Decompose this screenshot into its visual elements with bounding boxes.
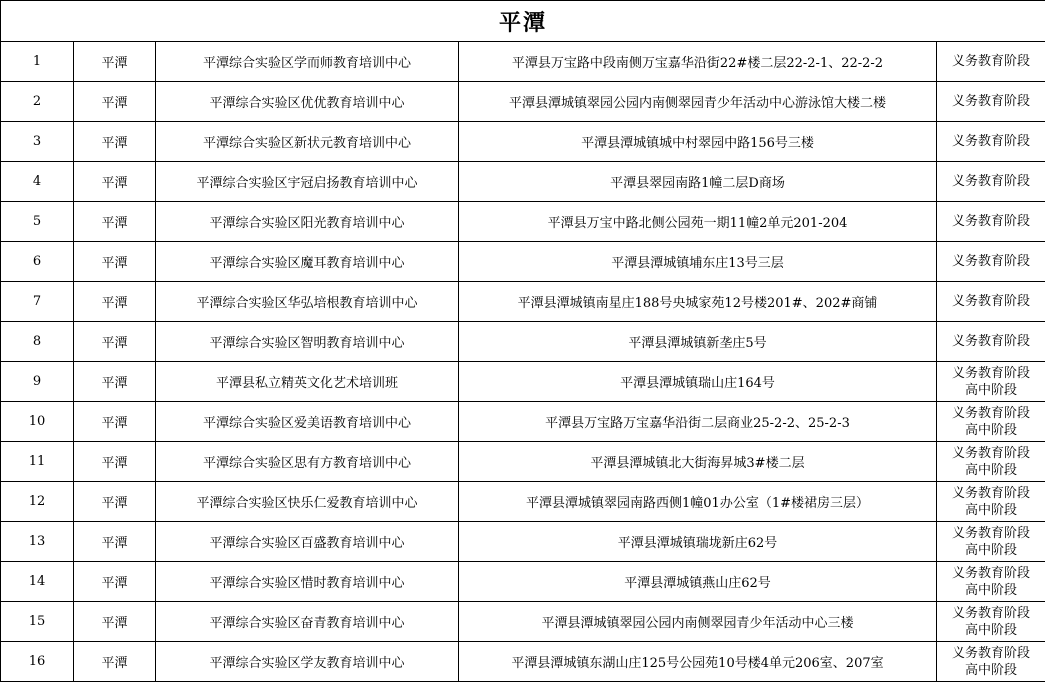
row-number: 12 <box>1 482 74 522</box>
region-cell: 平潭 <box>74 282 156 322</box>
table-row <box>1 522 1045 562</box>
table-row <box>1 402 1045 442</box>
education-stage-cell <box>937 562 1045 602</box>
region-cell: 平潭 <box>74 442 156 482</box>
institution-name-cell: 平潭综合实验区宇冠启扬教育培训中心 <box>156 162 459 202</box>
address-cell: 平潭县潭城镇城中村翠园中路156号三楼 <box>459 122 937 162</box>
region-cell: 平潭 <box>74 482 156 522</box>
table-row <box>1 82 1045 122</box>
table-row <box>1 202 1045 242</box>
table-row <box>1 362 1045 402</box>
region-cell: 平潭 <box>74 642 156 682</box>
institution-name-cell: 平潭综合实验区爱美语教育培训中心 <box>156 402 459 442</box>
institution-name-cell: 平潭县私立精英文化艺术培训班 <box>156 362 459 402</box>
row-number: 2 <box>1 82 74 122</box>
education-stage-label: 义务教育阶段 <box>937 645 1045 662</box>
row-number: 15 <box>1 602 74 642</box>
address-cell: 平潭县潭城镇新垄庄5号 <box>459 322 937 362</box>
education-stage-label: 义务教育阶段 <box>937 213 1045 230</box>
education-stage-label: 义务教育阶段 <box>937 253 1045 270</box>
education-stage-cell <box>937 602 1045 642</box>
table-row <box>1 602 1045 642</box>
region-cell: 平潭 <box>74 362 156 402</box>
table-row <box>1 442 1045 482</box>
address-cell: 平潭县潭城镇燕山庄62号 <box>459 562 937 602</box>
institution-name-cell: 平潭综合实验区快乐仁爱教育培训中心 <box>156 482 459 522</box>
education-stage-label: 义务教育阶段 <box>937 605 1045 622</box>
education-stage-cell <box>937 322 1045 362</box>
address-cell: 平潭县万宝路中段南侧万宝嘉华沿街22#楼二层22-2-1、22-2-2 <box>459 42 937 82</box>
row-number: 6 <box>1 242 74 282</box>
region-cell: 平潭 <box>74 402 156 442</box>
education-stage-label: 义务教育阶段 <box>937 445 1045 462</box>
education-stage-cell <box>937 282 1045 322</box>
education-stage-label: 高中阶段 <box>937 462 1045 479</box>
education-stage-label: 义务教育阶段 <box>937 333 1045 350</box>
table-row <box>1 282 1045 322</box>
education-stage-label: 义务教育阶段 <box>937 293 1045 310</box>
address-cell: 平潭县潭城镇北大街海昇城3#楼二层 <box>459 442 937 482</box>
address-cell: 平潭县潭城镇瑞山庄164号 <box>459 362 937 402</box>
education-stage-cell <box>937 642 1045 682</box>
education-stage-label: 义务教育阶段 <box>937 485 1045 502</box>
institution-name-cell: 平潭综合实验区优优教育培训中心 <box>156 82 459 122</box>
table-row <box>1 482 1045 522</box>
education-stage-label: 高中阶段 <box>937 582 1045 599</box>
row-number: 16 <box>1 642 74 682</box>
education-stage-label: 高中阶段 <box>937 422 1045 439</box>
education-stage-cell <box>937 122 1045 162</box>
institution-name-cell: 平潭综合实验区新状元教育培训中心 <box>156 122 459 162</box>
education-stage-cell <box>937 442 1045 482</box>
sheet-title: 平潭 <box>1 1 1045 42</box>
row-number: 9 <box>1 362 74 402</box>
institution-name-cell: 平潭综合实验区魔耳教育培训中心 <box>156 242 459 282</box>
region-cell: 平潭 <box>74 322 156 362</box>
education-stage-cell <box>937 202 1045 242</box>
institution-name-cell: 平潭综合实验区华弘培根教育培训中心 <box>156 282 459 322</box>
institution-name-cell: 平潭综合实验区惜时教育培训中心 <box>156 562 459 602</box>
address-cell: 平潭县潭城镇翠园公园内南侧翠园青少年活动中心三楼 <box>459 602 937 642</box>
education-stage-label: 义务教育阶段 <box>937 93 1045 110</box>
region-cell: 平潭 <box>74 562 156 602</box>
education-stage-label: 高中阶段 <box>937 382 1045 399</box>
address-cell: 平潭县潭城镇翠园公园内南侧翠园青少年活动中心游泳馆大楼二楼 <box>459 82 937 122</box>
education-stage-label: 义务教育阶段 <box>937 405 1045 422</box>
institution-name-cell: 平潭综合实验区百盛教育培训中心 <box>156 522 459 562</box>
row-number: 4 <box>1 162 74 202</box>
institution-name-cell: 平潭综合实验区阳光教育培训中心 <box>156 202 459 242</box>
education-stage-cell <box>937 362 1045 402</box>
institution-name-cell: 平潭综合实验区学而师教育培训中心 <box>156 42 459 82</box>
region-cell: 平潭 <box>74 602 156 642</box>
region-cell: 平潭 <box>74 82 156 122</box>
address-cell: 平潭县潭城镇翠园南路西侧1幢01办公室（1#楼裙房三层） <box>459 482 937 522</box>
region-cell: 平潭 <box>74 42 156 82</box>
education-stage-label: 义务教育阶段 <box>937 565 1045 582</box>
institution-name-cell: 平潭综合实验区奋青教育培训中心 <box>156 602 459 642</box>
table-row <box>1 242 1045 282</box>
table-row <box>1 122 1045 162</box>
education-stage-label: 义务教育阶段 <box>937 133 1045 150</box>
institution-name-cell: 平潭综合实验区智明教育培训中心 <box>156 322 459 362</box>
address-cell: 平潭县万宝路万宝嘉华沿街二层商业25-2-2、25-2-3 <box>459 402 937 442</box>
education-stage-cell <box>937 162 1045 202</box>
education-stage-label: 高中阶段 <box>937 622 1045 639</box>
table-row <box>1 562 1045 602</box>
education-stage-label: 义务教育阶段 <box>937 525 1045 542</box>
table-row <box>1 322 1045 362</box>
row-number: 8 <box>1 322 74 362</box>
row-number: 11 <box>1 442 74 482</box>
row-number: 14 <box>1 562 74 602</box>
education-stage-cell <box>937 402 1045 442</box>
institution-name-cell: 平潭综合实验区学友教育培训中心 <box>156 642 459 682</box>
row-number: 13 <box>1 522 74 562</box>
education-stage-label: 义务教育阶段 <box>937 365 1045 382</box>
education-stage-cell <box>937 522 1045 562</box>
row-number: 7 <box>1 282 74 322</box>
row-number: 10 <box>1 402 74 442</box>
title-row <box>1 1 1045 42</box>
institution-name-cell: 平潭综合实验区思有方教育培训中心 <box>156 442 459 482</box>
row-number: 5 <box>1 202 74 242</box>
region-cell: 平潭 <box>74 242 156 282</box>
address-cell: 平潭县万宝中路北侧公园苑一期11幢2单元201-204 <box>459 202 937 242</box>
education-stage-cell <box>937 482 1045 522</box>
table-row <box>1 642 1045 682</box>
region-cell: 平潭 <box>74 202 156 242</box>
address-cell: 平潭县潭城镇东湖山庄125号公园苑10号楼4单元206室、207室 <box>459 642 937 682</box>
address-cell: 平潭县潭城镇瑞垅新庄62号 <box>459 522 937 562</box>
education-stage-cell <box>937 82 1045 122</box>
address-cell: 平潭县潭城镇南星庄188号央城家苑12号楼201#、202#商铺 <box>459 282 937 322</box>
region-cell: 平潭 <box>74 522 156 562</box>
table-row <box>1 162 1045 202</box>
region-cell: 平潭 <box>74 162 156 202</box>
education-stage-cell <box>937 242 1045 282</box>
address-cell: 平潭县潭城镇埔东庄13号三层 <box>459 242 937 282</box>
education-stage-label: 高中阶段 <box>937 542 1045 559</box>
education-stage-label: 高中阶段 <box>937 662 1045 679</box>
row-number: 3 <box>1 122 74 162</box>
table-row <box>1 42 1045 82</box>
row-number: 1 <box>1 42 74 82</box>
education-stage-label: 高中阶段 <box>937 502 1045 519</box>
education-stage-label: 义务教育阶段 <box>937 53 1045 70</box>
education-stage-label: 义务教育阶段 <box>937 173 1045 190</box>
region-cell: 平潭 <box>74 122 156 162</box>
address-cell: 平潭县翠园南路1幢二层D商场 <box>459 162 937 202</box>
education-stage-cell <box>937 42 1045 82</box>
